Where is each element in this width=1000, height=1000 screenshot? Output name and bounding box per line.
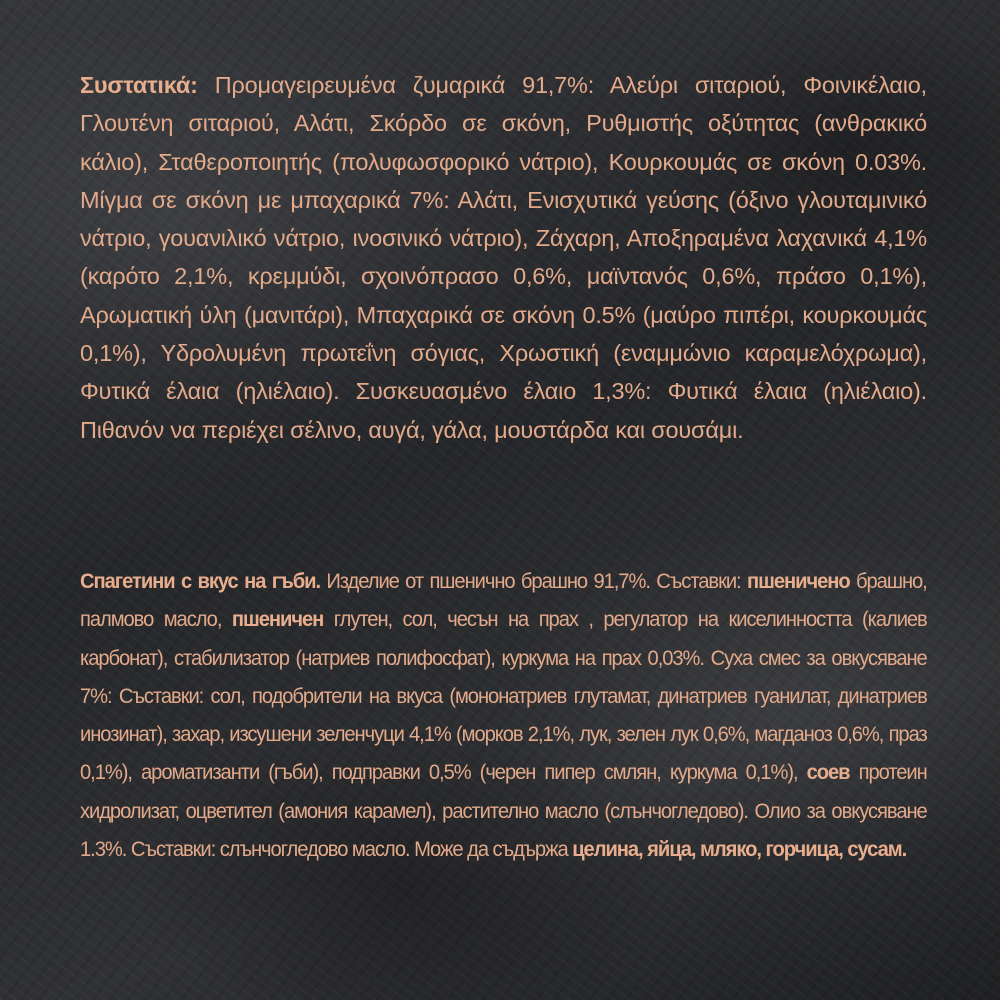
greek-ingredients-heading: Συστατικά: bbox=[80, 72, 198, 98]
allergen-soy: соев bbox=[806, 761, 850, 785]
allergen-wheat-gluten: пшеничен bbox=[231, 608, 324, 632]
bulgarian-text-part: брашно, палмово масло, bbox=[80, 570, 927, 632]
bulgarian-ingredients-paragraph bbox=[80, 563, 927, 869]
bulgarian-text-part: протеин хидролизат, оцветител (амония карамел), растително масло (слънчогледово). Олио за овкусяване 1.3%. Съставки: слънчогледово масло. Може да съдържа bbox=[80, 761, 927, 862]
bulgarian-text-part: глутен, сол, чесън на прах , регулатор на киселинността (калиев карбонат), стабилизатор (натриев полифосфат), куркума на прах 0,03%. Суха смес за овкусяване 7%: Съставки: сол, подобрители на вкуса (мононатриев глутамат, динатриев гуанилат, динатриев инозинат), захар, изсушени зеленчуци 4,1% (морков 2,1%, лук, зелен лук 0,6%, магданоз 0,6%, праз 0,1%), ароматизанти (гъби), подправки 0,5% (черен пипер смлян, куркума 0,1%), bbox=[80, 608, 927, 785]
greek-ingredients-paragraph bbox=[80, 66, 927, 449]
bulgarian-product-heading: Спагетини с вкус на гъби. bbox=[80, 570, 320, 593]
bulgarian-text-part: Изделие от пшенично брашно 91,7%. Съставки: bbox=[320, 570, 747, 593]
allergen-wheat: пшеничено bbox=[746, 570, 850, 593]
allergen-may-contain-list: целина, яйца, мляко, горчица, сусам. bbox=[572, 838, 907, 862]
greek-ingredients-text: Προμαγειρευμένα ζυμαρικά 91,7%: Αλεύρι σιταριού, Φοινικέλαιο, Γλουτένη σιταριού, Αλάτι, Σκόρδο σε σκόνη, Ρυθμιστής οξύτητας (ανθρακικό κάλιο), Σταθεροποιητής (πολυφωσφορικό νάτριο), Κουρκουμάς σε σκόνη 0.03%. Μίγμα σε σκόνη με μπαχαρικά 7%: Αλάτι, Ενισχυτικά γεύσης (όξινο γλουταμινικό νάτριο, γουανιλικό νάτριο, ινοσινικό νάτριο), Ζάχαρη, Αποξηραμένα λαχανικά 4,1% (καρότο 2,1%, κρεμμύδι, σχοινόπρασο 0,6%, μαϊντανός 0,6%, πράσο 0,1%), Αρωματική ύλη (μανιτάρι), Μπαχαρικά σε σκόνη 0.5% (μαύρο πιπέρι, κουρκουμάς 0,1%), Υδρολυμένη πρωτεΐνη σόγιας, Χρωστική (εναμμώνιο καραμελόχρωμα), Φυτικά έλαια (ηλιέλαιο). Συσκευασμένο έλαιο 1,3%: Φυτικά έλαια (ηλιέλαιο). Πιθανόν να περιέχει σέλινο, αυγά, γάλα, μουστάρδα και σουσάμι. bbox=[80, 72, 927, 443]
